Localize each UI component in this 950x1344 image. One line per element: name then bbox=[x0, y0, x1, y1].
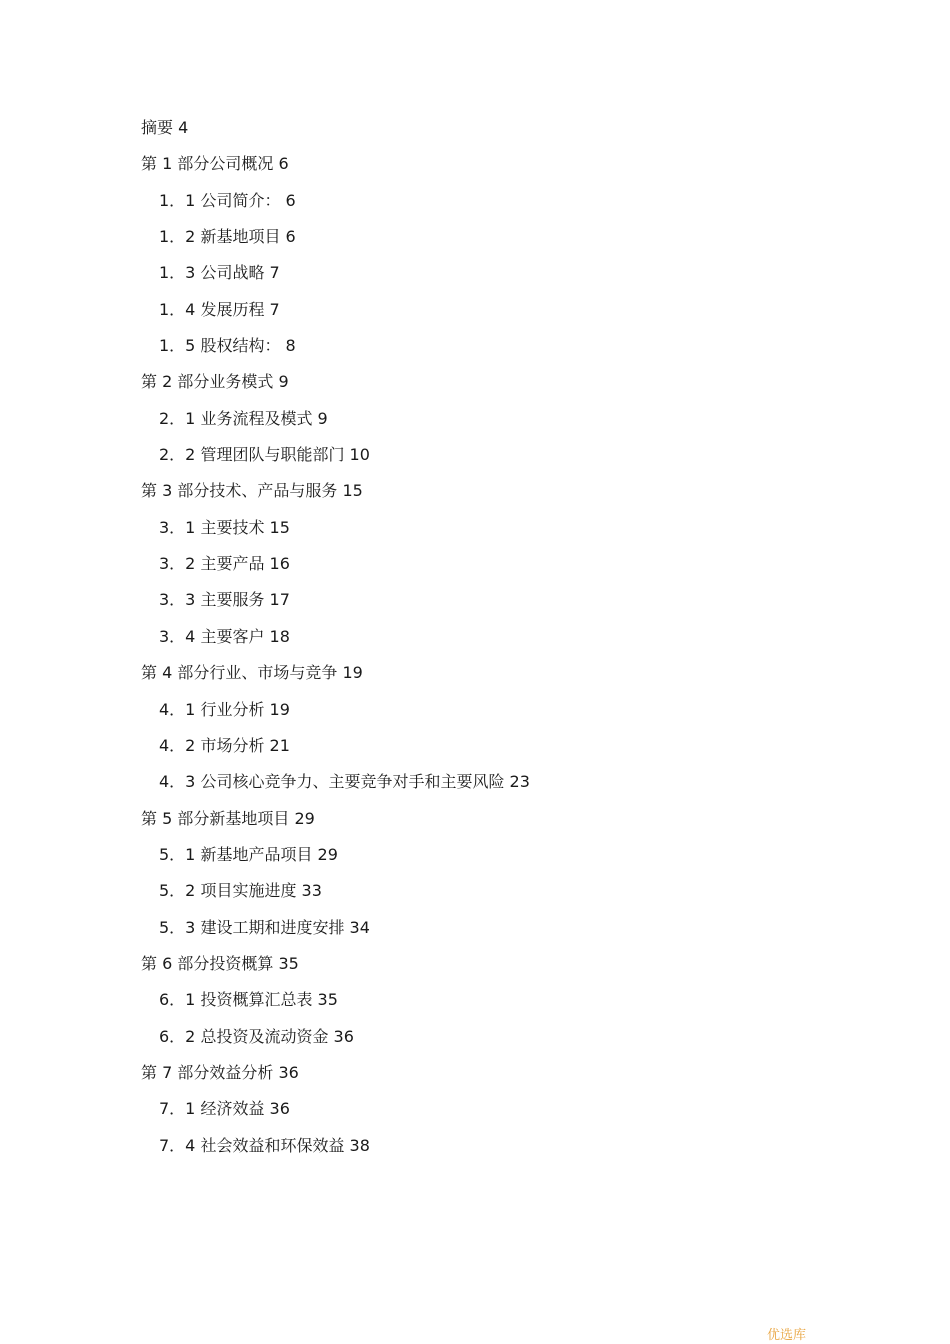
toc-entry-page-number: 18 bbox=[269, 626, 290, 646]
toc-entry-title: 第 2 部分业务模式 bbox=[141, 372, 274, 392]
toc-entry-page-number: 33 bbox=[301, 881, 322, 901]
toc-subsection-entry[interactable] bbox=[141, 910, 841, 946]
toc-section-entry[interactable] bbox=[141, 146, 841, 182]
toc-entry-page-number: 23 bbox=[509, 772, 530, 792]
toc-entry-page-number: 7 bbox=[269, 299, 280, 319]
toc-subsection-entry[interactable] bbox=[141, 837, 841, 873]
toc-section-entry[interactable] bbox=[141, 946, 841, 982]
toc-subsection-entry[interactable] bbox=[141, 1019, 841, 1055]
toc-section-entry[interactable] bbox=[141, 801, 841, 837]
toc-entry-title: 第 5 部分新基地项目 bbox=[141, 808, 290, 828]
toc-entry-page-number: 17 bbox=[269, 590, 290, 610]
toc-subsection-entry[interactable] bbox=[141, 982, 841, 1018]
toc-entry-title: 第 4 部分行业、市场与竞争 bbox=[141, 663, 338, 683]
toc-entry-page-number: 36 bbox=[333, 1026, 354, 1046]
toc-entry-title: 5．2 项目实施进度 bbox=[159, 881, 297, 901]
toc-entry-page-number: 38 bbox=[349, 1135, 370, 1155]
toc-entry-page-number: 10 bbox=[349, 445, 370, 465]
toc-section-entry[interactable] bbox=[141, 473, 841, 509]
toc-entry-title: 4．3 公司核心竞争力、主要竞争对手和主要风险 bbox=[159, 772, 505, 792]
toc-entry-title: 5．1 新基地产品项目 bbox=[159, 844, 313, 864]
toc-subsection-entry[interactable] bbox=[141, 873, 841, 909]
toc-entry-title: 6．2 总投资及流动资金 bbox=[159, 1026, 329, 1046]
toc-section-entry[interactable] bbox=[141, 110, 841, 146]
toc-entry-page-number: 4 bbox=[178, 118, 189, 137]
toc-entry-title: 3．3 主要服务 bbox=[159, 590, 265, 610]
toc-entry-title: 7．1 经济效益 bbox=[159, 1099, 265, 1119]
toc-entry-title: 摘要 bbox=[141, 118, 174, 137]
toc-entry-title: 1．2 新基地项目 bbox=[159, 227, 281, 247]
toc-entry-title: 第 7 部分效益分析 bbox=[141, 1062, 274, 1082]
toc-entry-page-number: 15 bbox=[269, 517, 290, 537]
toc-subsection-entry[interactable] bbox=[141, 437, 841, 473]
toc-subsection-entry[interactable] bbox=[141, 764, 841, 800]
toc-subsection-entry[interactable] bbox=[141, 401, 841, 437]
toc-subsection-entry[interactable] bbox=[141, 255, 841, 291]
toc-subsection-entry[interactable] bbox=[141, 582, 841, 618]
toc-section-entry[interactable] bbox=[141, 364, 841, 400]
toc-entry-page-number: 6 bbox=[285, 227, 296, 247]
toc-subsection-entry[interactable] bbox=[141, 692, 841, 728]
toc-subsection-entry[interactable] bbox=[141, 619, 841, 655]
toc-entry-page-number: 9 bbox=[278, 372, 289, 392]
toc-entry-page-number: 8 bbox=[285, 336, 296, 356]
toc-entry-page-number: 19 bbox=[342, 663, 363, 683]
toc-entry-page-number: 29 bbox=[317, 844, 338, 864]
toc-entry-page-number: 6 bbox=[278, 154, 289, 174]
toc-entry-page-number: 29 bbox=[294, 808, 315, 828]
toc-entry-page-number: 21 bbox=[269, 735, 290, 755]
toc-subsection-entry[interactable] bbox=[141, 1128, 841, 1164]
toc-entry-title: 4．2 市场分析 bbox=[159, 735, 265, 755]
toc-subsection-entry[interactable] bbox=[141, 510, 841, 546]
toc-entry-title: 6．1 投资概算汇总表 bbox=[159, 990, 313, 1010]
table-of-contents bbox=[141, 110, 841, 1164]
toc-entry-page-number: 6 bbox=[285, 190, 296, 210]
toc-section-entry[interactable] bbox=[141, 655, 841, 691]
toc-entry-title: 第 1 部分公司概况 bbox=[141, 154, 274, 174]
toc-entry-page-number: 36 bbox=[269, 1099, 290, 1119]
toc-entry-page-number: 36 bbox=[278, 1062, 299, 1082]
toc-entry-page-number: 35 bbox=[278, 953, 299, 973]
toc-entry-title: 3．2 主要产品 bbox=[159, 554, 265, 574]
toc-entry-page-number: 35 bbox=[317, 990, 338, 1010]
toc-subsection-entry[interactable] bbox=[141, 219, 841, 255]
toc-entry-page-number: 19 bbox=[269, 699, 290, 719]
toc-entry-title: 2．1 业务流程及模式 bbox=[159, 408, 313, 428]
toc-entry-title: 7．4 社会效益和环保效益 bbox=[159, 1135, 345, 1155]
toc-entry-title: 4．1 行业分析 bbox=[159, 699, 265, 719]
toc-entry-title: 第 6 部分投资概算 bbox=[141, 953, 274, 973]
footer-watermark: 优选库 bbox=[766, 1328, 806, 1343]
toc-subsection-entry[interactable] bbox=[141, 728, 841, 764]
toc-entry-title: 1．3 公司战略 bbox=[159, 263, 265, 283]
toc-entry-title: 2．2 管理团队与职能部门 bbox=[159, 445, 345, 465]
toc-entry-page-number: 16 bbox=[269, 554, 290, 574]
toc-entry-title: 3．4 主要客户 bbox=[159, 626, 265, 646]
toc-entry-title: 5．3 建设工期和进度安排 bbox=[159, 917, 345, 937]
toc-entry-title: 1．1 公司简介： bbox=[159, 190, 281, 210]
toc-entry-title: 1．4 发展历程 bbox=[159, 299, 265, 319]
toc-entry-page-number: 15 bbox=[342, 481, 363, 501]
toc-entry-title: 第 3 部分技术、产品与服务 bbox=[141, 481, 338, 501]
toc-subsection-entry[interactable] bbox=[141, 292, 841, 328]
toc-subsection-entry[interactable] bbox=[141, 183, 841, 219]
toc-entry-page-number: 34 bbox=[349, 917, 370, 937]
toc-subsection-entry[interactable] bbox=[141, 1091, 841, 1127]
toc-entry-page-number: 7 bbox=[269, 263, 280, 283]
toc-entry-page-number: 9 bbox=[317, 408, 328, 428]
toc-subsection-entry[interactable] bbox=[141, 546, 841, 582]
toc-entry-title: 3．1 主要技术 bbox=[159, 517, 265, 537]
toc-section-entry[interactable] bbox=[141, 1055, 841, 1091]
toc-entry-title: 1．5 股权结构： bbox=[159, 336, 281, 356]
toc-subsection-entry[interactable] bbox=[141, 328, 841, 364]
